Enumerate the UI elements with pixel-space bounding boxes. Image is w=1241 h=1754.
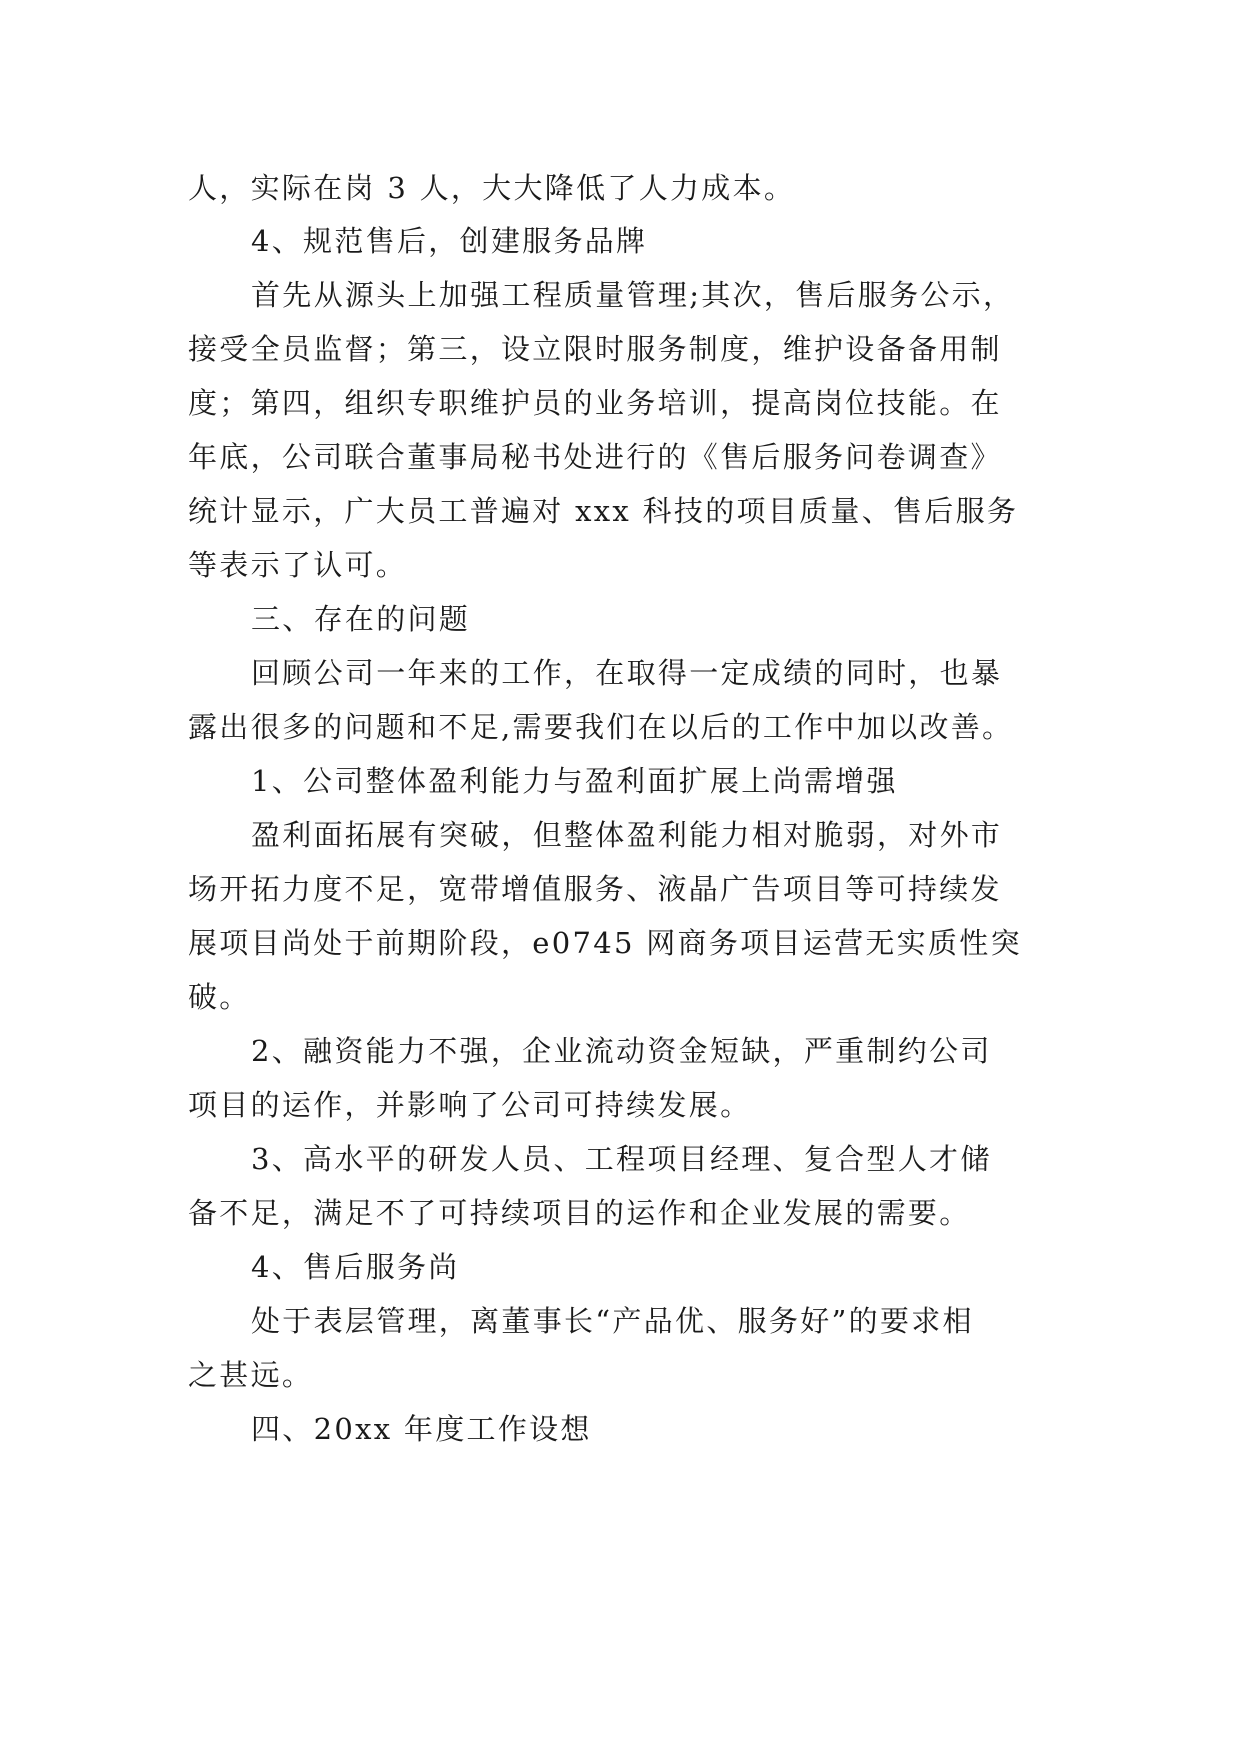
- subheading-profitability: 1、公司整体盈利能力与盈利面扩展上尚需增强: [251, 764, 898, 798]
- list-item-after-sales: 4、售后服务尚: [251, 1250, 460, 1284]
- paragraph-line: 年底，公司联合董事局秘书处进行的《售后服务问卷调查》: [188, 440, 1002, 474]
- paragraph-line: 备不足，满足不了可持续项目的运作和企业发展的需要。: [188, 1196, 971, 1230]
- paragraph-line: 等表示了认可。: [188, 548, 408, 582]
- paragraph-line: 盈利面拓展有突破，但整体盈利能力相对脆弱，对外市: [251, 818, 1003, 852]
- paragraph-line: 之甚远。: [188, 1358, 314, 1392]
- paragraph-line: 破。: [188, 980, 251, 1014]
- paragraph-line: 露出很多的问题和不足,需要我们在以后的工作中加以改善。: [188, 710, 1014, 744]
- list-item-talent: 3、高水平的研发人员、工程项目经理、复合型人才储: [251, 1142, 992, 1176]
- list-item-financing: 2、融资能力不强，企业流动资金短缺，严重制约公司: [251, 1034, 992, 1068]
- paragraph-line: 项目的运作，并影响了公司可持续发展。: [188, 1088, 752, 1122]
- section-heading-plans: 四、20xx 年度工作设想: [251, 1412, 592, 1446]
- paragraph-line: 处于表层管理，离董事长“产品优、服务好”的要求相: [251, 1304, 974, 1338]
- subheading-brand-service: 4、规范售后，创建服务品牌: [251, 224, 648, 258]
- paragraph-line: 展项目尚处于前期阶段，e0745 网商务项目运营无实质性突: [188, 926, 1022, 960]
- body-text-line: 人，实际在岗 3 人，大大降低了人力成本。: [188, 171, 796, 205]
- section-heading-problems: 三、存在的问题: [251, 602, 471, 636]
- paragraph-line: 统计显示，广大员工普遍对 xxx 科技的项目质量、售后服务: [188, 494, 1019, 528]
- paragraph-line: 回顾公司一年来的工作，在取得一定成绩的同时，也暴: [251, 656, 1003, 690]
- paragraph-line: 度；第四，组织专职维护员的业务培训，提高岗位技能。在: [188, 386, 1002, 420]
- paragraph-line: 首先从源头上加强工程质量管理;其次，售后服务公示，: [251, 278, 1015, 312]
- paragraph-line: 接受全员监督；第三，设立限时服务制度，维护设备备用制: [188, 332, 1002, 366]
- paragraph-line: 场开拓力度不足，宽带增值服务、液晶广告项目等可持续发: [188, 872, 1002, 906]
